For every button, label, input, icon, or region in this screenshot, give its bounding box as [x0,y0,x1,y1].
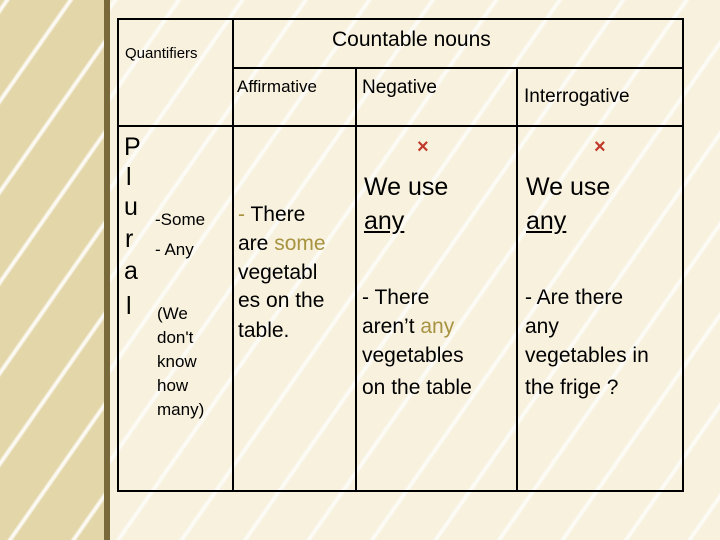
interrogative-cross-icon: × [594,136,606,158]
negative-arent: aren’t [362,315,421,338]
decorative-left-strip [0,0,104,540]
affirmative-line-4: es on the [238,289,325,312]
quantifier-note-line: don't [157,328,194,347]
countable-nouns-header: Countable nouns [332,28,491,51]
quantifiers-header: Quantifiers [125,45,198,62]
affirmative-line-5: table. [238,319,290,342]
affirmative-are: are [238,232,275,255]
interrogative-header: Interrogative [524,86,630,107]
affirmative-line-2 [238,232,326,256]
table-border-left [117,18,119,492]
interrogative-line-2: any [525,315,559,338]
negative-we-use: We use [364,173,449,201]
quantifier-some: -Some [155,210,206,229]
table-divider-col3 [516,67,518,492]
table-divider-col2 [355,67,357,492]
interrogative-line-1: - Are there [525,286,624,309]
affirmative-there: There [250,203,306,226]
quantifier-note-line: how [157,376,189,395]
quantifier-any: - Any [155,240,194,259]
negative-line-1: - There [362,286,430,309]
interrogative-line-4: the frige ? [525,376,619,399]
negative-line-3: vegetables [362,344,464,367]
interrogative-any: any [526,207,567,235]
negative-header: Negative [362,77,437,98]
plural-letter-l2: l [126,292,132,320]
table-border-right [682,18,684,492]
plural-letter-a: a [124,257,138,285]
affirmative-header: Affirmative [237,77,317,96]
negative-any: any [364,207,405,235]
quantifier-note-line: many) [157,400,205,419]
table-border-bottom [117,490,684,492]
interrogative-line-3: vegetables in [525,344,649,367]
interrogative-we-use: We use [526,173,611,201]
plural-letter-u: u [124,193,138,221]
plural-letter-p: P [124,133,141,161]
affirmative-line-3: vegetabl [238,261,318,284]
table-border-top [117,18,684,20]
negative-line-2 [362,315,454,339]
affirmative-some-highlight: some [274,232,326,255]
negative-line-4: on the table [362,376,472,399]
quantifier-note-line: know [157,352,197,371]
plural-letter-r: r [125,225,134,253]
affirmative-line-1 [238,203,305,227]
affirmative-dash: - [238,203,251,226]
plural-letter-l: l [126,163,132,191]
quantifier-note-line: (We [157,304,188,323]
table-divider-header [117,125,684,127]
table-divider-subheader [232,67,684,69]
negative-any-highlight: any [420,315,455,338]
table-divider-col1 [232,18,234,492]
negative-cross-icon: × [417,136,429,158]
